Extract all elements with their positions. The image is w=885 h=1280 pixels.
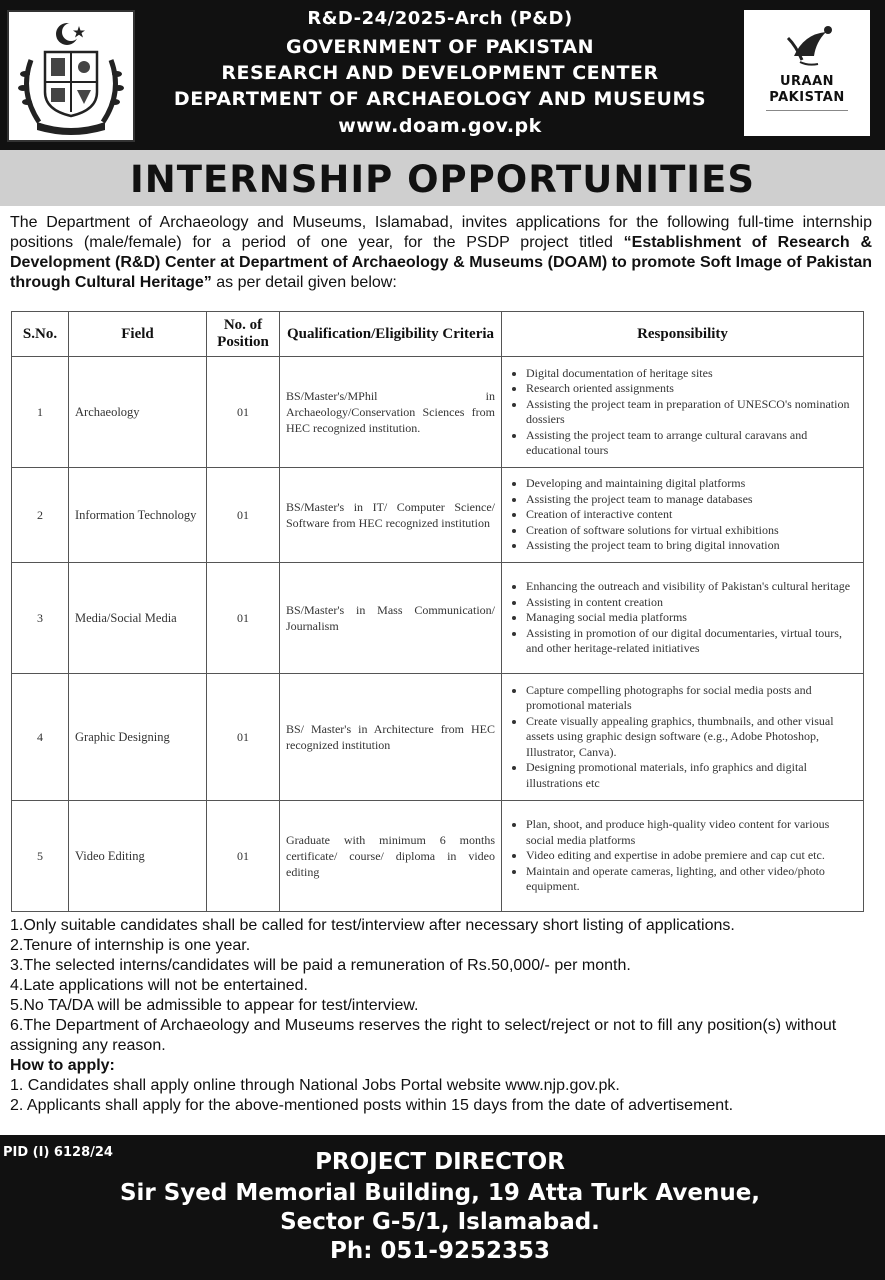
pid-number: PID (I) 6128/24: [3, 1145, 113, 1160]
table-row: [12, 674, 864, 801]
row-positions: 01: [207, 801, 280, 912]
uraan-logo-line2: PAKISTAN: [769, 90, 845, 105]
department-line: DEPARTMENT OF ARCHAEOLOGY AND MUSEUMS: [173, 88, 707, 110]
government-line: GOVERNMENT OF PAKISTAN: [285, 36, 594, 58]
row-sno: 5: [12, 801, 69, 912]
responsibility-item: • Capture compelling photographs for social media posts and promotional materials: [526, 683, 857, 714]
header-field: Field: [69, 312, 207, 357]
row-positions: 01: [207, 357, 280, 468]
notes-section: [10, 916, 872, 1116]
website-link[interactable]: www.doam.gov.pk: [338, 115, 542, 137]
header-bar: [0, 0, 885, 150]
row-field: Archaeology: [69, 357, 207, 468]
responsibility-item: • Assisting the project team to bring digital innovation: [526, 538, 857, 554]
how-to-apply-heading: How to apply:: [10, 1057, 115, 1074]
responsibility-item: • Assisting in content creation: [526, 595, 857, 611]
row-sno: 3: [12, 563, 69, 674]
responsibility-item: • Video editing and expertise in adobe premiere and cap cut etc.: [526, 848, 857, 864]
responsibility-item: • Designing promotional materials, info graphics and digital illustrations etc: [526, 760, 857, 791]
responsibility-item: • Creation of software solutions for virtual exhibitions: [526, 523, 857, 539]
row-responsibilities: [502, 563, 864, 674]
project-title: “Establishment of Research & Development (R&D) Center at Department of Archaeology & Museums (DOAM) to promote Soft Image of Pakistan through Cultural Heritage”: [10, 234, 873, 291]
uraan-logo-line1: URAAN: [779, 74, 835, 89]
header-positions: No. of Position: [207, 312, 280, 357]
row-qualification: BS/Master's/MPhil in Archaeology/Conservation Sciences from HEC recognized institution.: [280, 357, 502, 468]
logo-underline: [766, 110, 848, 111]
responsibility-item: • Assisting in promotion of our digital documentaries, virtual tours, and other heritage-related initiatives: [526, 626, 857, 657]
note-item: 6.The Department of Archaeology and Museums reserves the right to select/reject or not to fill any position(s) without assigning any reason.: [10, 1017, 837, 1054]
row-positions: 01: [207, 468, 280, 563]
reference-number: R&D-24/2025-Arch (P&D): [307, 8, 573, 29]
row-responsibilities: [502, 357, 864, 468]
row-responsibilities: [502, 801, 864, 912]
apply-step: 1. Candidates shall apply online through National Jobs Portal website www.njp.gov.pk.: [10, 1077, 620, 1094]
responsibility-item: • Digital documentation of heritage sites: [526, 366, 857, 382]
row-field: Information Technology: [69, 468, 207, 563]
uraan-pakistan-logo-icon: [744, 10, 870, 136]
table-row: [12, 801, 864, 912]
responsibility-item: • Enhancing the outreach and visibility of Pakistan's cultural heritage: [526, 579, 857, 595]
row-sno: 2: [12, 468, 69, 563]
row-field: Graphic Designing: [69, 674, 207, 801]
row-field: Media/Social Media: [69, 563, 207, 674]
row-positions: 01: [207, 674, 280, 801]
row-field: Video Editing: [69, 801, 207, 912]
table-row: [12, 357, 864, 468]
responsibility-item: • Maintain and operate cameras, lighting, and other video/photo equipment.: [526, 864, 857, 895]
note-item: 1.Only suitable candidates shall be called for test/interview after necessary short listing of applications.: [10, 917, 735, 934]
responsibility-item: • Creation of interactive content: [526, 507, 857, 523]
row-responsibilities: [502, 674, 864, 801]
row-qualification: BS/Master's in IT/ Computer Science/ Software from HEC recognized institution: [280, 468, 502, 563]
title-banner: [0, 150, 885, 206]
footer-bar: [0, 1135, 885, 1280]
responsibility-item: • Developing and maintaining digital platforms: [526, 476, 857, 492]
designation: PROJECT DIRECTOR: [315, 1149, 565, 1175]
row-sno: 4: [12, 674, 69, 801]
intro-paragraph: [10, 213, 872, 293]
page-title: INTERNSHIP OPPORTUNITIES: [130, 158, 755, 201]
responsibility-item: • Create visually appealing graphics, thumbnails, and other visual assets using graphic design software (e.g., Adobe Photoshop, Illustrator, Canva).: [526, 714, 857, 761]
table-row: [12, 563, 864, 674]
table-header-row: [12, 312, 864, 357]
note-item: 2.Tenure of internship is one year.: [10, 937, 251, 954]
positions-table: [11, 311, 864, 912]
responsibility-item: • Assisting the project team in preparation of UNESCO's nomination dossiers: [526, 397, 857, 428]
center-line: RESEARCH AND DEVELOPMENT CENTER: [221, 62, 659, 84]
table-row: [12, 468, 864, 563]
responsibility-item: • Assisting the project team to arrange cultural caravans and educational tours: [526, 428, 857, 459]
row-positions: 01: [207, 563, 280, 674]
intro-text-after: as per detail given below:: [211, 274, 397, 291]
note-item: 3.The selected interns/candidates will be paid a remuneration of Rs.50,000/- per month.: [10, 957, 631, 974]
responsibility-item: • Plan, shoot, and produce high-quality video content for various social media platforms: [526, 817, 857, 848]
address-line-2: Sector G-5/1, Islamabad.: [280, 1209, 600, 1235]
row-sno: 1: [12, 357, 69, 468]
intro-text-before: The Department of Archaeology and Museums, Islamabad, invites applications for the following full-time internship positions (male/female) for a period of one year, for the PSDP project titled: [10, 214, 872, 251]
responsibility-item: • Research oriented assignments: [526, 381, 857, 397]
row-qualification: Graduate with minimum 6 months certificate/ course/ diploma in video editing: [280, 801, 502, 912]
responsibility-item: • Managing social media platforms: [526, 610, 857, 626]
phone-number: Ph: 051-9252353: [329, 1238, 551, 1264]
note-item: 5.No TA/DA will be admissible to appear for test/interview.: [10, 997, 419, 1014]
header-responsibility: Responsibility: [502, 312, 864, 357]
row-responsibilities: [502, 468, 864, 563]
row-qualification: BS/ Master's in Architecture from HEC recognized institution: [280, 674, 502, 801]
header-sno: S.No.: [12, 312, 69, 357]
state-emblem-icon: [7, 10, 135, 142]
apply-step: 2. Applicants shall apply for the above-mentioned posts within 15 days from the date of advertisement.: [10, 1097, 734, 1114]
note-item: 4.Late applications will not be entertained.: [10, 977, 308, 994]
address-line-1: Sir Syed Memorial Building, 19 Atta Turk Avenue,: [119, 1180, 761, 1206]
header-qualification: Qualification/Eligibility Criteria: [280, 312, 502, 357]
row-qualification: BS/Master's in Mass Communication/ Journalism: [280, 563, 502, 674]
responsibility-item: • Assisting the project team to manage databases: [526, 492, 857, 508]
